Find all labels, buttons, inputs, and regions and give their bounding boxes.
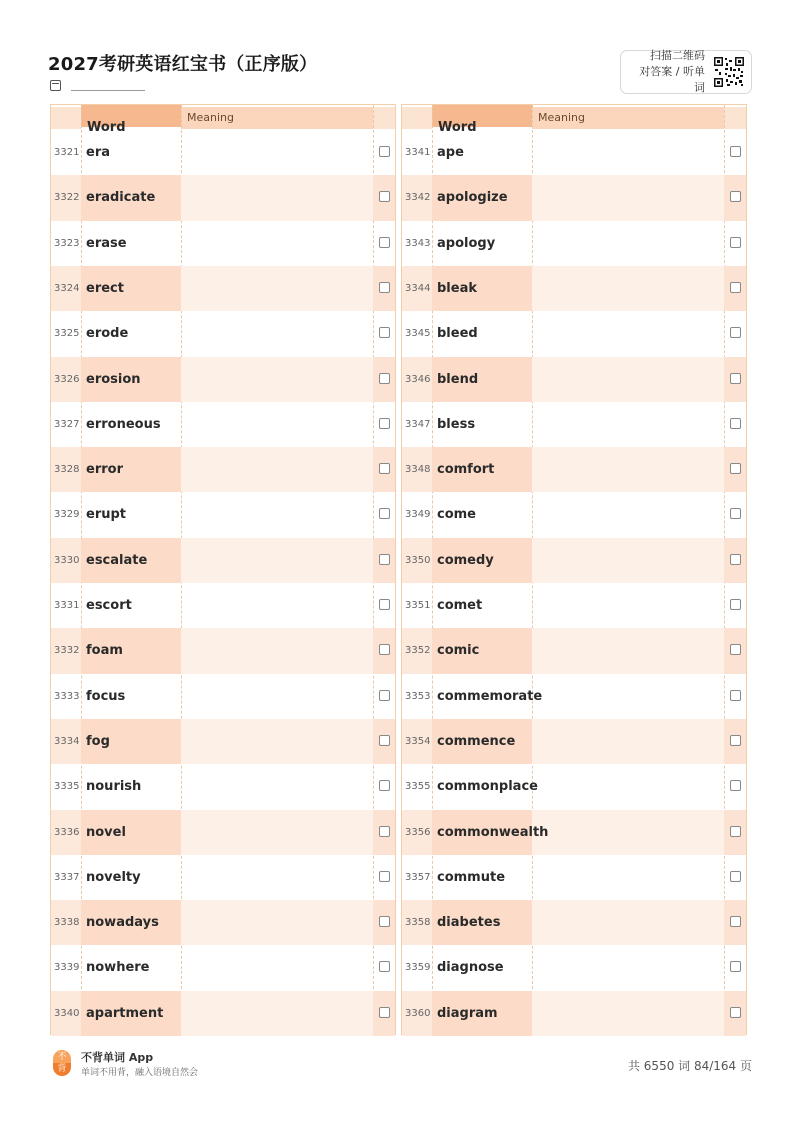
table-row	[51, 583, 395, 628]
word-text: comedy	[437, 552, 494, 568]
word-text: error	[86, 462, 123, 478]
checkbox[interactable]	[730, 146, 741, 157]
header-word: Word	[81, 105, 181, 127]
word-text: nourish	[86, 779, 142, 795]
word-text: erupt	[86, 507, 127, 523]
table-row	[51, 492, 395, 537]
header-meaning: Meaning	[181, 107, 373, 129]
app-tagline: 单词不用背，融入语境自然会	[81, 1068, 199, 1078]
word-text: diagnose	[437, 960, 504, 976]
word-number: 3339	[54, 962, 80, 974]
meaning-cell[interactable]	[181, 945, 373, 990]
date-field	[50, 80, 145, 91]
meaning-cell[interactable]	[532, 492, 724, 537]
checkbox[interactable]	[730, 191, 741, 202]
table-row	[402, 492, 746, 537]
meaning-cell[interactable]	[181, 855, 373, 900]
checkbox[interactable]	[730, 780, 741, 791]
checkbox[interactable]	[730, 282, 741, 293]
word-text: erect	[86, 280, 124, 296]
word-number: 3350	[405, 554, 431, 566]
table-row	[402, 402, 746, 447]
checkbox[interactable]	[379, 871, 390, 882]
meaning-cell[interactable]	[181, 357, 373, 402]
word-text: ape	[437, 145, 464, 160]
table-row	[51, 311, 395, 356]
word-number: 3352	[405, 645, 431, 657]
checkbox[interactable]	[379, 916, 390, 927]
word-text: era	[86, 145, 111, 160]
table-row	[51, 266, 395, 311]
checkbox[interactable]	[730, 916, 741, 927]
checkbox[interactable]	[730, 644, 741, 655]
meaning-cell[interactable]	[181, 719, 373, 764]
word-number: 3353	[405, 690, 431, 702]
meaning-cell[interactable]	[532, 175, 724, 220]
table-row	[402, 311, 746, 356]
meaning-cell[interactable]	[181, 538, 373, 583]
table-row	[51, 130, 395, 175]
checkbox[interactable]	[730, 1007, 741, 1018]
word-text: nowhere	[86, 960, 150, 976]
word-text: come	[437, 507, 476, 523]
word-number: 3344	[405, 282, 431, 294]
word-number: 3347	[405, 418, 431, 430]
table-row	[51, 628, 395, 673]
word-number: 3326	[54, 373, 80, 385]
meaning-cell[interactable]	[532, 221, 724, 266]
table-row	[402, 991, 746, 1036]
page-info: 共 6550 词 84/164 页	[627, 1059, 752, 1073]
word-text: erase	[86, 235, 127, 251]
checkbox[interactable]	[730, 327, 741, 338]
meaning-cell[interactable]	[532, 538, 724, 583]
meaning-cell[interactable]	[181, 583, 373, 628]
word-text: blend	[437, 371, 479, 387]
meaning-cell[interactable]	[532, 402, 724, 447]
checkbox[interactable]	[379, 644, 390, 655]
logo-top: 不	[53, 1050, 71, 1063]
checkbox[interactable]	[730, 237, 741, 248]
word-number: 3358	[405, 917, 431, 929]
word-text: escort	[86, 598, 132, 613]
word-text: comfort	[437, 462, 495, 478]
checkbox[interactable]	[379, 463, 390, 474]
table-row	[402, 266, 746, 311]
word-number: 3359	[405, 962, 431, 974]
meaning-cell[interactable]	[532, 945, 724, 990]
table-row	[51, 447, 395, 492]
checkbox[interactable]	[730, 826, 741, 837]
word-text: bless	[437, 416, 476, 432]
word-number: 3349	[405, 509, 431, 521]
qr-caption	[629, 48, 713, 96]
word-text: erroneous	[86, 416, 161, 432]
word-number: 3335	[54, 781, 80, 793]
word-text: comet	[437, 598, 483, 613]
table-row	[51, 175, 395, 220]
word-number: 3336	[54, 826, 80, 838]
checkbox[interactable]	[730, 463, 741, 474]
word-number: 3354	[405, 735, 431, 747]
word-number: 3332	[54, 645, 80, 657]
table-row	[402, 583, 746, 628]
checkbox[interactable]	[379, 826, 390, 837]
meaning-cell[interactable]	[181, 266, 373, 311]
meaning-cell[interactable]	[532, 311, 724, 356]
table-row	[402, 357, 746, 402]
logo-bottom: 背	[53, 1063, 71, 1076]
table-row	[51, 945, 395, 990]
table-row	[51, 357, 395, 402]
meaning-cell[interactable]	[181, 900, 373, 945]
word-text: commonwealth	[437, 824, 549, 840]
word-number: 3327	[54, 418, 80, 430]
meaning-cell[interactable]	[181, 492, 373, 537]
word-text: focus	[86, 688, 126, 704]
word-text: bleak	[437, 280, 477, 296]
word-number: 3333	[54, 690, 80, 702]
word-text: fog	[86, 733, 110, 749]
meaning-cell[interactable]	[532, 719, 724, 764]
table-row	[402, 810, 746, 855]
word-text: novelty	[86, 869, 141, 885]
meaning-cell[interactable]	[532, 674, 724, 719]
checkbox[interactable]	[730, 508, 741, 519]
word-number: 3342	[405, 192, 431, 204]
checkbox[interactable]	[379, 191, 390, 202]
table-row	[402, 221, 746, 266]
table-row	[51, 810, 395, 855]
checkbox[interactable]	[730, 690, 741, 701]
table-row	[51, 221, 395, 266]
table-row	[402, 945, 746, 990]
checkbox[interactable]	[730, 373, 741, 384]
word-text: bleed	[437, 326, 478, 342]
checkbox[interactable]	[379, 327, 390, 338]
word-text: erosion	[86, 371, 141, 387]
checkbox[interactable]	[730, 418, 741, 429]
checkbox[interactable]	[379, 599, 390, 610]
word-number: 3351	[405, 600, 431, 611]
meaning-cell[interactable]	[532, 628, 724, 673]
meaning-cell[interactable]	[532, 266, 724, 311]
checkbox[interactable]	[379, 373, 390, 384]
meaning-cell[interactable]	[532, 583, 724, 628]
checkbox[interactable]	[730, 735, 741, 746]
meaning-cell[interactable]	[532, 130, 724, 175]
table-row	[51, 900, 395, 945]
table-row	[51, 991, 395, 1036]
word-text: commemorate	[437, 688, 543, 704]
calendar-icon	[50, 80, 61, 91]
word-number: 3323	[54, 237, 80, 249]
word-number: 3331	[54, 600, 80, 611]
word-text: eradicate	[86, 190, 156, 206]
table-row	[402, 719, 746, 764]
table-row	[51, 674, 395, 719]
meaning-cell[interactable]	[181, 130, 373, 175]
word-number: 3338	[54, 917, 80, 929]
word-number: 3334	[54, 735, 80, 747]
meaning-cell[interactable]	[181, 221, 373, 266]
word-text: apologize	[437, 190, 508, 206]
table-row	[51, 538, 395, 583]
meaning-cell[interactable]	[532, 447, 724, 492]
word-number: 3348	[405, 464, 431, 476]
word-number: 3341	[405, 147, 431, 158]
word-text: erode	[86, 326, 129, 342]
word-table-right	[401, 104, 747, 1035]
meaning-cell[interactable]	[532, 810, 724, 855]
meaning-cell[interactable]	[181, 175, 373, 220]
word-text: nowadays	[86, 915, 159, 931]
qr-code-icon[interactable]	[713, 56, 745, 88]
checkbox[interactable]	[379, 554, 390, 565]
table-row	[51, 764, 395, 809]
meaning-cell[interactable]	[181, 991, 373, 1036]
meaning-cell[interactable]	[181, 810, 373, 855]
word-number: 3322	[54, 192, 80, 204]
table-row	[402, 855, 746, 900]
header-check-cell	[724, 107, 746, 129]
meaning-cell[interactable]	[181, 628, 373, 673]
header-number-cell	[402, 107, 432, 129]
word-number: 3355	[405, 781, 431, 793]
word-text: apology	[437, 235, 496, 251]
word-number: 3330	[54, 554, 80, 566]
meaning-cell[interactable]	[181, 402, 373, 447]
header-word: Word	[432, 105, 532, 127]
header-meaning: Meaning	[532, 107, 724, 129]
qr-code-box[interactable]	[620, 50, 752, 94]
word-number: 3321	[54, 147, 80, 158]
checkbox[interactable]	[379, 237, 390, 248]
meaning-cell[interactable]	[181, 447, 373, 492]
meaning-cell[interactable]	[532, 855, 724, 900]
checkbox[interactable]	[730, 961, 741, 972]
word-number: 3329	[54, 509, 80, 521]
checkbox[interactable]	[730, 554, 741, 565]
word-text: diagram	[437, 1005, 498, 1021]
word-text: apartment	[86, 1005, 164, 1021]
meaning-cell[interactable]	[181, 674, 373, 719]
word-text: diabetes	[437, 915, 501, 931]
word-table-left	[50, 104, 396, 1035]
qr-caption-line2: 对答案 / 听单词	[639, 65, 705, 94]
table-row	[402, 628, 746, 673]
qr-caption-line1: 扫描二维码	[650, 49, 705, 62]
word-number: 3345	[405, 328, 431, 340]
word-number: 3356	[405, 826, 431, 838]
page-title: 2027考研英语红宝书（正序版）	[48, 54, 318, 75]
app-logo	[53, 1050, 71, 1076]
app-name: 不背单词 App	[81, 1051, 154, 1064]
word-text: commence	[437, 733, 516, 749]
table-row	[402, 764, 746, 809]
checkbox[interactable]	[730, 871, 741, 882]
word-number: 3325	[54, 328, 80, 340]
word-number: 3328	[54, 464, 80, 476]
table-row	[51, 402, 395, 447]
checkbox[interactable]	[379, 418, 390, 429]
table-row	[402, 175, 746, 220]
word-number: 3340	[54, 1007, 80, 1019]
meaning-cell[interactable]	[532, 900, 724, 945]
date-underline	[71, 90, 145, 91]
meaning-cell[interactable]	[532, 357, 724, 402]
meaning-cell[interactable]	[532, 764, 724, 809]
header-check-cell	[373, 107, 395, 129]
checkbox[interactable]	[730, 599, 741, 610]
word-number: 3337	[54, 871, 80, 883]
checkbox[interactable]	[379, 146, 390, 157]
word-number: 3346	[405, 373, 431, 385]
table-row	[402, 538, 746, 583]
table-row	[402, 130, 746, 175]
table-row	[402, 900, 746, 945]
word-number: 3357	[405, 871, 431, 883]
table-row	[402, 674, 746, 719]
table-row	[402, 447, 746, 492]
word-number: 3360	[405, 1007, 431, 1019]
word-text: novel	[86, 824, 126, 840]
word-number: 3343	[405, 237, 431, 249]
word-text: commonplace	[437, 779, 538, 795]
header-number-cell	[51, 107, 81, 129]
table-row	[51, 719, 395, 764]
word-text: foam	[86, 643, 123, 659]
meaning-cell[interactable]	[181, 764, 373, 809]
checkbox[interactable]	[379, 961, 390, 972]
checkbox[interactable]	[379, 780, 390, 791]
checkbox[interactable]	[379, 508, 390, 519]
checkbox[interactable]	[379, 735, 390, 746]
checkbox[interactable]	[379, 1007, 390, 1018]
checkbox[interactable]	[379, 690, 390, 701]
meaning-cell[interactable]	[181, 311, 373, 356]
word-text: escalate	[86, 552, 148, 568]
table-row	[51, 855, 395, 900]
meaning-cell[interactable]	[532, 991, 724, 1036]
word-number: 3324	[54, 282, 80, 294]
word-text: commute	[437, 869, 506, 885]
checkbox[interactable]	[379, 282, 390, 293]
word-text: comic	[437, 643, 480, 659]
